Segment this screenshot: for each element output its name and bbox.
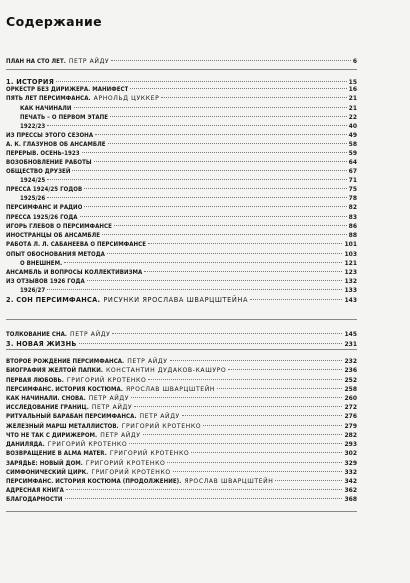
entry-title: ОПЫТ ОБОСНОВАНИЯ МЕТОДА [6,251,105,258]
dot-leader [84,206,346,207]
dot-leader [111,60,351,61]
section-divider [6,319,357,320]
page-number: 59 [348,150,357,157]
dot-leader [47,289,342,290]
entry-title: ЖЕЛЕЗНЫЙ МАРШ МЕТАЛЛИСТОВ. [6,423,119,430]
entry-title: ПЕРВАЯ ЛЮБОВЬ. [6,377,64,384]
entry-title: ОБЩЕСТВО ДРУЗЕЙ [6,168,71,175]
page-number: 293 [344,441,357,448]
page-number: 332 [344,469,357,476]
page-number: 362 [344,487,357,494]
page-number: 21 [348,105,357,112]
section-divider [6,511,357,512]
entry-author: ПЕТР АЙДУ [88,395,130,402]
entry-title: РАБОТА Л. Л. САБАНЕЕВА О ПЕРСИМФАНСЕ [6,241,146,248]
dot-leader [74,107,347,108]
dot-leader [56,81,347,82]
page-number: 368 [344,496,357,503]
entry-title: ТОЛКОВАНИЕ СНА. [6,331,68,338]
entry-title: СИМФОНИЧЕСКИЙ ЦИРК. [6,469,89,476]
dot-leader [87,280,343,281]
page-number: 16 [348,86,357,93]
dot-leader [94,161,347,162]
page-number: 232 [344,358,357,365]
entry-author: ГРИГОРИЙ КРОТЕНКО [85,460,166,467]
dot-leader [131,397,342,398]
page-number: 231 [344,341,357,348]
page-number: 123 [344,269,357,276]
toc-entry-plan[interactable] [0,57,357,67]
page-title: Содержание [6,14,103,29]
dot-leader [170,360,343,361]
entry-author: ПЕТР АЙДУ [70,331,111,338]
entry-title: ПЯТЬ ЛЕТ ПЕРСИМФАНСА. [6,95,91,102]
entry-title: ВОЗВРАЩЕНИЕ В ALMA MATER. [6,450,107,457]
page-number: 86 [348,223,357,230]
dot-leader [108,143,347,144]
entry-title: БЛАГОДАРНОСТИ [6,496,63,503]
entry-title: ИГОРЬ ГЛЕБОВ О ПЕРСИМФАНСЕ [6,223,112,230]
dot-leader [107,253,343,254]
entry-author: АРНОЛЬД ЦУККЕР [93,95,160,102]
entry-title: АДРЕСНАЯ КНИГА [6,487,64,494]
entry-title: 1925/26 [20,195,46,202]
page-number: 252 [344,377,357,384]
dot-leader [64,262,342,263]
entry-title: ИССЛЕДОВАНИЕ ГРАНИЦ. [6,404,89,411]
page-number: 121 [344,260,357,267]
section-divider [6,69,357,70]
dot-leader [80,216,347,217]
entry-title: ВТОРОЕ РОЖДЕНИЕ ПЕРСИМФАНСА. [6,358,125,365]
page-number: 342 [344,478,357,485]
dot-leader [167,462,342,463]
dot-leader [47,125,346,126]
dot-leader [182,415,343,416]
entry-title: ПЛАН НА СТО ЛЕТ. [6,58,66,65]
dot-leader [148,379,342,380]
dot-leader [114,225,347,226]
page-number: 329 [344,460,357,467]
entry-title: АНСАМБЛЬ И ВОПРОСЫ КОЛЛЕКТИВИЗМА [6,269,143,276]
toc-section-new[interactable] [0,339,357,349]
entry-title: ЗАРЯДЬЕ: НОВЫЙ ДОМ. [6,460,83,467]
page-number: 145 [344,331,357,338]
entry-author: ГРИГОРИЙ КРОТЕНКО [109,450,190,457]
dot-leader [110,116,347,117]
dot-leader [84,188,346,189]
entry-title: КАК НАЧИНАЛИ. СНОВА. [6,395,86,402]
page-number: 40 [348,123,357,130]
page-number: 6 [352,58,357,65]
page-number: 260 [344,395,357,402]
dot-leader [47,179,346,180]
toc-entry-e18[interactable] [0,240,357,250]
dot-leader [82,152,347,153]
entry-title: 2. СОН ПЕРСИМФАНСА. [6,295,101,304]
page-number: 133 [344,287,357,294]
entry-title: 1926/27 [20,287,46,294]
entry-author: ЯРОСЛАВ ШВАРЦШТЕЙН [125,386,216,393]
section-divider [6,349,357,350]
page-number: 49 [348,132,357,139]
entry-author: ГРИГОРИЙ КРОТЕНКО [66,377,147,384]
entry-author: ПЕТР АЙДУ [127,358,168,365]
page-number: 272 [344,404,357,411]
dot-leader [47,197,346,198]
entry-author: ПЕТР АЙДУ [139,413,180,420]
entry-author: ГРИГОРИЙ КРОТЕНКО [47,441,128,448]
toc-entry-thanks[interactable] [0,495,357,505]
dot-leader [144,271,342,272]
page-number: 67 [348,168,357,175]
dot-leader [129,443,342,444]
toc-section-son[interactable] [0,295,357,305]
page-number: 302 [344,450,357,457]
page-number: 22 [348,114,357,121]
entry-author: РИСУНКИ ЯРОСЛАВА ШВАРЦШТЕЙНА [103,296,249,304]
entry-author: ПЕТР АЙДУ [100,432,141,439]
entry-title: 1. ИСТОРИЯ [6,77,55,86]
page-number: 258 [344,386,357,393]
entry-author: ПЕТР АЙДУ [68,58,110,65]
entry-author: ПЕТР АЙДУ [91,404,133,411]
entry-title: ВОЗОБНОВЛЕНИЕ РАБОТЫ [6,159,92,166]
entry-author: ГРИГОРИЙ КРОТЕНКО [121,423,202,430]
entry-title: О ВНЕШНЕМ. [20,260,63,267]
page-number: 236 [344,367,357,374]
dot-leader [161,97,346,98]
entry-title: 1922/23 [20,123,46,130]
dot-leader [72,170,346,171]
page-number: 75 [348,186,357,193]
page-number: 21 [348,95,357,102]
dot-leader [250,299,342,300]
page-number: 101 [344,241,357,248]
entry-author: КОНСТАНТИН ДУДАКОВ-КАШУРО [105,367,227,374]
page-number: 64 [348,159,357,166]
entry-title: А. К. ГЛАЗУНОВ ОБ АНСАМБЛЕ [6,141,106,148]
page-number: 103 [344,251,357,258]
entry-title: 3. НОВАЯ ЖИЗНЬ [6,339,77,348]
toc-entry-e31[interactable] [0,412,357,422]
entry-title: ОРКЕСТР БЕЗ ДИРИЖЕРА. МАНИФЕСТ [6,86,129,93]
entry-title: ПРЕССА 1924/25 ГОДОВ [6,186,83,193]
page-number: 88 [348,232,357,239]
page-number: 82 [348,204,357,211]
page-number: 132 [344,278,357,285]
toc-entry-e14[interactable] [0,203,357,213]
dot-leader [95,134,347,135]
entry-title: ИНОСТРАНЦЫ ОБ АНСАМБЛЕ [6,232,100,239]
page-number: 143 [344,297,357,304]
entry-title: 1924/25 [20,177,46,184]
page-number: 276 [344,413,357,420]
dot-leader [217,388,342,389]
entry-title: ПЕРСИМФАНС. ИСТОРИЯ КОСТЮМА. [6,386,123,393]
entry-author: ГРИГОРИЙ КРОТЕНКО [91,469,171,476]
page-number: 78 [348,195,357,202]
entry-title: ИЗ ОТЗЫВОВ 1926 ГОДА [6,278,85,285]
dot-leader [134,406,342,407]
dot-leader [102,234,347,235]
toc-entry-e35[interactable] [0,449,357,459]
toc-entry-e2[interactable] [0,94,357,104]
entry-title: ПЕРСИМФАНС И РАДИО [6,204,83,211]
page-number: 279 [344,423,357,430]
entry-title: ПЕРСИМФАНС. ИСТОРИЯ КОСТЮМА (ПРОДОЛЖЕНИЕ). [6,478,182,485]
page-number: 15 [348,79,357,86]
page-number: 282 [344,432,357,439]
dot-leader [203,425,342,426]
dot-leader [228,369,342,370]
entry-title: ИЗ ПРЕССЫ ЭТОГО СЕЗОНА [6,132,94,139]
entry-title: ЧТО НЕ ТАК С ДИРИЖЕРОМ. [6,432,98,439]
page-number: 83 [348,214,357,221]
dot-leader [275,480,342,481]
entry-title: РИТУАЛЬНЫЙ БАРАБАН ПЕРСИМФАНСА. [6,413,137,420]
dot-leader [112,333,342,334]
dot-leader [143,434,343,435]
dot-leader [65,498,343,499]
dot-leader [79,343,343,344]
entry-title: КАК НАЧИНАЛИ [20,105,72,112]
dot-leader [66,489,343,490]
page-number: 71 [348,177,357,184]
entry-title: ПРЕССА 1925/26 ГОДА [6,214,78,221]
page-number: 58 [348,141,357,148]
dot-leader [191,452,342,453]
dot-leader [130,88,346,89]
entry-title: ПЕРЕРЫВ. ОСЕНЬ-1923 [6,150,80,157]
entry-title: БИОГРАФИЯ ЖЕЛТОЙ ПАПКИ. [6,367,103,374]
entry-author: ЯРОСЛАВ ШВАРЦШТЕЙН [184,478,274,485]
toc-entry-e26[interactable] [0,366,357,376]
dot-leader [148,243,342,244]
entry-title: ПЕЧАТЬ – О ПЕРВОМ ЭТАПЕ [20,114,109,121]
entry-title: ДАНИЛЯДА. [6,441,45,448]
dot-leader [173,471,343,472]
